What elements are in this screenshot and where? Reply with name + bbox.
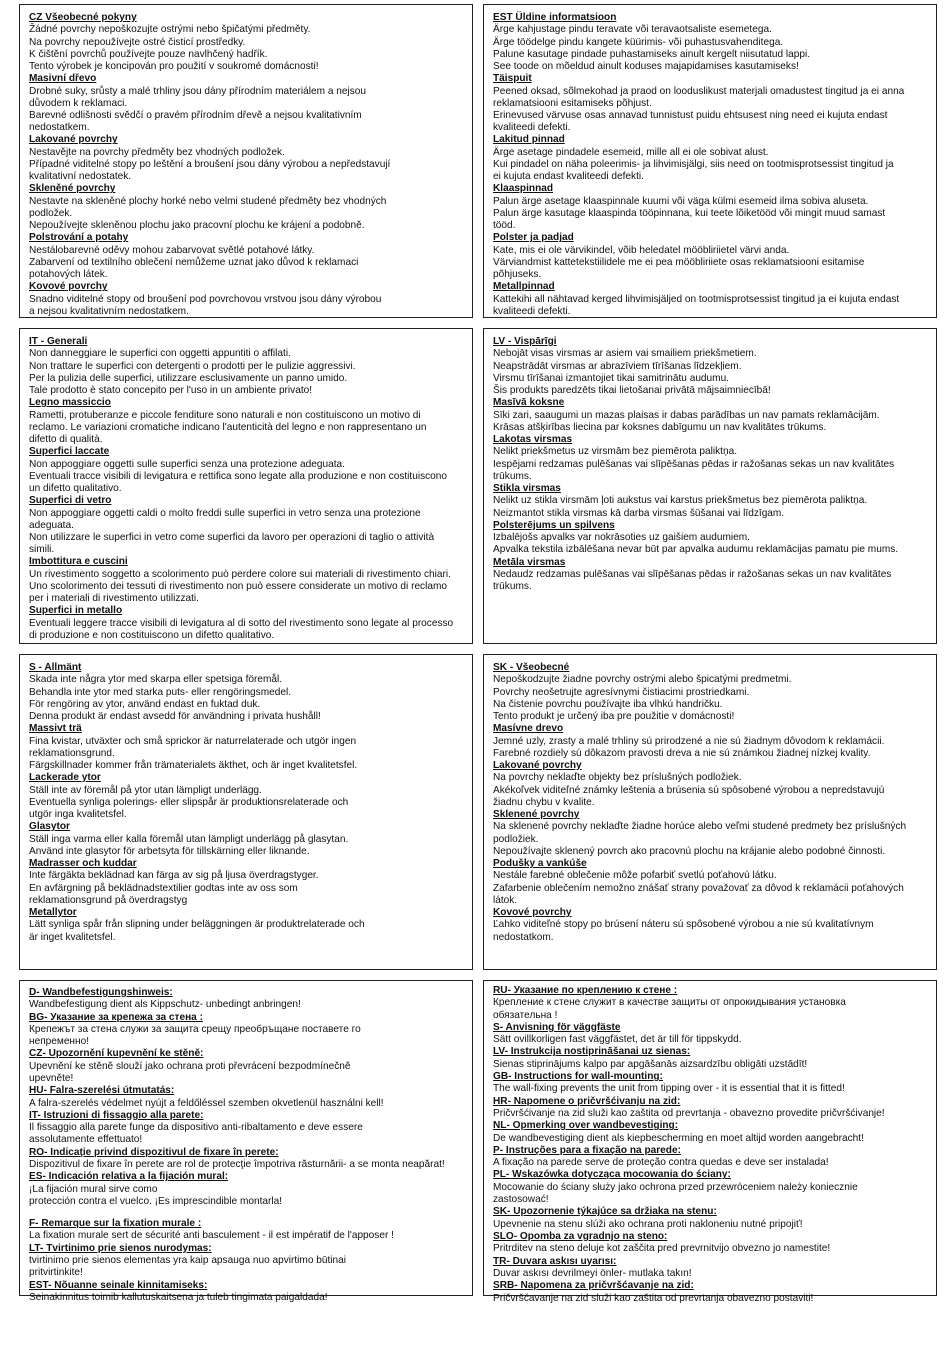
section-text: Ärge asetage pindadele esemeid, mille all ei ole sobivat alust. Kui pindadel on näha poleerimis- ja lihvimisjälgi, siis need on tootmisprotsessist tingitud ja ei kujuta endast kvaliteedi defekti.	[493, 146, 894, 183]
section-text: A fixação na parede serve de proteção contra quedas e deve ser instalada!	[493, 1157, 829, 1169]
section-heading: Legno massiccio	[29, 397, 111, 409]
section-heading: F- Remarque sur la fixation murale :	[29, 1218, 202, 1230]
section-heading: Superfici di vetro	[29, 495, 112, 507]
section-heading: LT- Tvirtinimo prie sienos nurodymas:	[29, 1242, 212, 1254]
section-heading: TR- Duvara askısı uyarısı:	[493, 1255, 617, 1267]
section-text: Nestálobarevné oděvy mohou zabarvovat světlé potahové látky. Zabarvení od textilního oblečení nemůžeme uznat jako důvod k reklamaci potahových látek.	[29, 244, 359, 281]
section-heading: PL- Wskazówka dotycząca mocowania do ściany:	[493, 1169, 731, 1181]
section-text: Inte färgäkta beklädnad kan färga av sig på ljusa överdragstyger. En avfärgning på beklädnadstextilier godtas inte av oss som reklamationsgrund på överdragstyg	[29, 870, 319, 906]
section-heading: Metallytor	[29, 907, 77, 919]
section-text: Sīki zari, saaugumi un mazas plaisas ir dabas parādības un nav pamats reklamācijām. Krāsas atšķirības liecina par koksnes dabīgumu un nav kvalitātes trūkums.	[493, 409, 880, 433]
section-text: Na povrchy neklaďte objekty bez príslušných podložiek. Akékoľvek viditeľné známky leštenia a brúsenia sú spôsobené výrobou a nepredstavujú žiadnu chybu v kvalite.	[493, 772, 885, 808]
section-text: Nedaudz redzamas pulēšanas vai slīpēšanas pēdas ir ražošanas sekas un nav kvalitātes trūkums.	[493, 569, 892, 593]
section-heading: RO- Indicaţie privind dispozitivul de fixare în perete:	[29, 1146, 279, 1158]
panel-wall-mounting-right	[483, 980, 937, 1304]
section-heading: Madrasser och kuddar	[29, 858, 137, 870]
section-heading: S - Allmänt	[29, 662, 82, 673]
section-text: Non appoggiare oggetti sulle superfici senza una protezione adeguata. Eventuali tracce visibili di levigatura e rettifica sono legate alla produzione e non costituiscono un difetto qualitativo.	[29, 458, 448, 495]
section-text: Крепление к стене служит в качестве защиты от опрокидывания установка обязательна !	[493, 997, 846, 1021]
section-heading: Metallpinnad	[493, 281, 555, 293]
section-text: Kate, mis ei ole värvikindel, võib heledatel mööbliriietel värvi anda. Värviandmist kattetekstiilidele me ei pea mööbliriiete osas reklamatsiooni esitamise põhjuseks.	[493, 244, 865, 281]
section-text: Drobné suky, srůsty a malé trhliny jsou dány přírodním materiálem a nejsou důvodem k reklamaci. Barevné odlišnosti svědčí o pravém přírodním dřevě a nejsou kvalitativním nedostatkem.	[29, 85, 366, 134]
section-text: Mocowanie do ściany służy jako ochrona przed przewróceniem należy koniecznie zastosować!	[493, 1181, 858, 1206]
section-heading: Masīvā koksne	[493, 397, 565, 409]
section-text: Nebojāt visas virsmas ar asiem vai smailiem priekšmetiem. Neapstrādāt virsmas ar abrazīviem tīrīšanas līdzekļiem. Virsmu tīrīšanai izmantojiet tikai samitrinātu audumu. Šis produkts paredzēts tikai lietošanai privātā mājsaimniecībā!	[493, 348, 771, 397]
section-text: Ställ inte av föremål på ytor utan lämpligt underlägg. Eventuella synliga polerings- eller slipspår är produktionsrelaterade och utgör inga kvalitetsfel.	[29, 784, 349, 821]
section-heading: EST- Nõuanne seinale kinnitamiseks:	[29, 1279, 208, 1291]
section-heading: Masívne drevo	[493, 723, 564, 735]
section-text: Seinakinnitus toimib kallutuskaitsena ja tuleb tingimata paigaldada!	[29, 1291, 328, 1303]
section-heading: NL- Opmerking over wandbevestiging:	[493, 1120, 679, 1132]
section-heading: IT- Istruzioni di fissaggio alla parete:	[29, 1109, 204, 1121]
section-heading: EST Üldine informatsioon	[493, 12, 617, 23]
section-spacer	[29, 1208, 462, 1218]
section-heading: HU- Falra-szerelési útmutatás:	[29, 1085, 175, 1097]
section-text: Jemné uzly, zrasty a malé trhliny sú prirodzené a nie sú žiadnym dôvodom k reklamácii. Farebné rozdiely sú dôkazom pravosti dreva a nie sú známkou žiadnej nízkej kvality.	[493, 735, 885, 759]
panel-s-general-care	[19, 654, 473, 970]
section-text: ¡La fijación mural sirve como protección contra el vuelco. ¡Es imprescindible montarla!	[29, 1183, 283, 1207]
section-heading: Podušky a vankúše	[493, 858, 587, 870]
section-heading: LV - Vispārīgi	[493, 336, 557, 347]
section-text: Nestavějte na povrchy předměty bez vhodných podložek. Případné viditelné stopy po leštění a broušení jsou dány výrobou a nepředstavují kvalitativní nedostatek.	[29, 146, 391, 183]
section-heading: D- Wandbefestigungshinweis:	[29, 987, 173, 998]
section-heading: Lakované povrchy	[29, 134, 118, 146]
section-text: Upevnenie na stenu slúži ako ochrana proti nakloneniu nutné pripojiť!	[493, 1218, 803, 1230]
section-heading: Massivt trä	[29, 723, 82, 735]
section-text: tvirtinimo prie sienos elementas yra kaip apsauga nuo apvirtimo būtinai pritvirtinkite!	[29, 1255, 346, 1279]
panel-cz-general-care	[19, 4, 473, 318]
section-heading: Metāla virsmas	[493, 556, 566, 568]
section-heading: Polster ja padjad	[493, 232, 574, 244]
section-text: Sätt ovillkorligen fast väggfästet, det är till för tippskydd.	[493, 1034, 742, 1046]
section-heading: Täispuit	[493, 73, 532, 85]
section-heading: ES- Indicación relativa a la fijación mural:	[29, 1171, 229, 1183]
section-text: Kattekihi all nähtavad kerged lihvimisjäljed on tootmisprotsessist tingitud ja ei kujuta endast kvaliteedi defekti.	[493, 293, 900, 318]
section-text: Lätt synliga spår från slipning under beläggningen är produktrelaterade och är inget kvalitetsfel.	[29, 919, 365, 943]
section-text: Крепежът за стена служи за защита срещу преобръщане поставете го непременно!	[29, 1024, 361, 1048]
section-text: The wall-fixing prevents the unit from tipping over - it is essential that it is fitted!	[493, 1083, 845, 1095]
section-heading: Polstrování a potahy	[29, 232, 129, 244]
section-heading: CZ- Upozornění kupevnění ke stěně:	[29, 1048, 204, 1060]
section-heading: LV- Instrukcija nostiprināšanai uz sienas:	[493, 1046, 691, 1058]
section-text: Ställ inga varma eller kalla föremål utan lämpligt underlägg på glasytan. Använd inte glasytor för arbetsyta för tillskärning eller liknande.	[29, 833, 349, 857]
section-heading: CZ Všeobecné pokyny	[29, 12, 137, 23]
section-heading: Glasytor	[29, 821, 70, 833]
section-heading: Superfici laccate	[29, 446, 110, 458]
panel-lv-general-care	[483, 328, 937, 644]
section-heading: Lackerade ytor	[29, 772, 101, 784]
section-heading: Klaaspinnad	[493, 183, 554, 195]
section-text: Fina kvistar, utväxter och små sprickor är naturrelaterade och utgör ingen reklamationsgrund. Färgskillnader kommer från trämaterialets äkthet, och är inget kvalitetsfel.	[29, 735, 358, 772]
panel-sk-general-care	[483, 654, 937, 970]
panel-est-general-care	[483, 4, 937, 318]
section-text: Na sklenené povrchy neklaďte žiadne horúce alebo veľmi studené predmety bez príslušných podložiek. Nepoužívajte sklenený povrch ako pracovnú plochu na krájanie alebo podobné činnosti.	[493, 821, 907, 857]
section-heading: Superfici in metallo	[29, 605, 123, 617]
section-text: Palun ärge asetage klaaspinnale kuumi või väga külmi esemeid ilma sobiva aluseta. Palun ärge kasutage klaaspinda tööpinnana, kui teete lõiketööd või mingit muud samast tööd.	[493, 195, 886, 232]
panel-wall-mounting-left	[19, 980, 473, 1303]
section-heading: BG- Указание за крепежа за стена :	[29, 1011, 203, 1023]
section-heading: Masivní dřevo	[29, 73, 97, 85]
section-text: Nelikt priekšmetus uz virsmām bez piemērota paliktņa. Iespējami redzamas pulēšanas vai slīpēšanas pēdas ir ražošanas sekas un nav kvalitātes trūkums.	[493, 446, 895, 482]
section-heading: SLO- Opomba za vgradnjo na steno:	[493, 1230, 668, 1242]
section-text: Nelikt uz stikla virsmām ļoti aukstus vai karstus priekšmetus bez piemērota paliktņa. Neizmantot stikla virsmas kā darba virsmas šūšanai vai līdzīgam.	[493, 495, 868, 519]
section-text: Eventuali leggere tracce visibili di levigatura al di sotto del rivestimento sono legate al processo di produzione e non costituiscono un difetto qualitativo.	[29, 617, 454, 642]
section-text: Upevnění ke stěně slouží jako ochrana proti převrácení bezpodmínečně upevněte!	[29, 1060, 351, 1085]
section-heading: Kovové povrchy	[493, 907, 572, 919]
section-text: Snadno viditelné stopy od broušení pod povrchovou vrstvou jsou dány výrobou a nejsou kvalitativním nedostatkem.	[29, 293, 382, 318]
section-text: Pričvršćavanje na zid služi kao zaštita od prevrtanja obavezno postaviti!	[493, 1292, 814, 1304]
section-text: Pritrditev na steno deluje kot zaščita pred prevrnitvijo obvezno jo namestite!	[493, 1243, 831, 1255]
section-text: Ľahko viditeľné stopy po brúsení náteru sú spôsobené výrobou a nie sú kvalitatívnym nedostatkom.	[493, 919, 874, 943]
section-text: Peened oksad, sõlmekohad ja praod on looduslikust materjali omadustest tingitud ja ei anna reklamatsiooni esitamiseks põhjust. Erinevused värvuse osas annavad tunnistust puidu ehtsusest ning need ei kujuta endast kvaliteedi defekti.	[493, 85, 905, 134]
section-text: Izbalējošs apvalks var nokrāsoties uz gaišiem audumiem. Apvalka tekstila izbālēšana nevar būt par apvalka audumu reklamācijas pamatu pie mums.	[493, 532, 899, 556]
section-heading: IT - Generali	[29, 336, 88, 347]
section-heading: P- Instruções para a fixação na parede:	[493, 1144, 681, 1156]
section-heading: Lakotas virsmas	[493, 434, 573, 446]
section-text: Ärge kahjustage pindu teravate või teravaotsaliste esemetega. Ärge töödelge pindu kangete küürimis- või puhastusvahenditega. Palune kasutage pindade puhastamiseks ainult kergelt niisutatud lappi. See toode on mõeldud ainult koduses majapidamises kasutamiseks!	[493, 24, 811, 73]
section-text: A falra-szerelés védelmet nyújt a feldőléssel szemben okvetlenül használni kell!	[29, 1097, 384, 1109]
section-heading: Sklenené povrchy	[493, 809, 580, 821]
section-text: Dispozitivul de fixare în perete are rol de protecţie împotriva răsturnării- a se monta neapărat!	[29, 1159, 445, 1171]
section-heading: RU- Указание по креплению к стене :	[493, 985, 678, 996]
section-text: Rametti, protuberanze e piccole fenditure sono naturali e non costituiscono un motivo di reclamo. Le variazioni cromatiche indicano l'autenticità del legno e non rappresentano un difetto di qualità.	[29, 409, 427, 446]
section-text: Nepoškodzujte žiadne povrchy ostrými alebo špicatými predmetmi. Povrchy neošetrujte agresívnymi čistiacimi prostriedkami. Na čistenie povrchu používajte iba vlhkú handričku. Tento produkt je určený iba pre použitie v domácnosti!	[493, 674, 792, 723]
section-text: Sienas stiprinājums kalpo par apgāšanās aizsardzību obligāti uzstādīt!	[493, 1058, 808, 1070]
section-heading: Stikla virsmas	[493, 483, 561, 495]
panel-it-general-care	[19, 328, 473, 644]
section-heading: HR- Napomene o pričvršćivanju na zid:	[493, 1095, 681, 1107]
section-text: De wandbevestiging dient als kiepbescherming en moet altijd worden aangebracht!	[493, 1132, 864, 1144]
section-text: Wandbefestigung dient als Kippschutz- unbedingt anbringen!	[29, 999, 301, 1011]
section-heading: Imbottitura e cuscini	[29, 556, 128, 568]
section-heading: Lakitud pinnad	[493, 134, 565, 146]
section-text: Un rivestimento soggetto a scolorimento può perdere colore sui materiali di rivestimento chiari. Uno scolorimento dei tessuti di rivestimento non può essere considerate un motivo di reclamo per i materiali di rivestimento utilizzati.	[29, 568, 451, 605]
section-text: Nestavte na skleněné plochy horké nebo velmi studené předměty bez vhodných podložek. Nepoužívejte skleněnou plochu jako pracovní plochu ke krájení a podobně.	[29, 195, 387, 232]
section-heading: Skleněné povrchy	[29, 183, 116, 195]
section-heading: SRB- Napomena za pričvršćavanje na zid:	[493, 1280, 694, 1292]
section-text: Žádné povrchy nepoškozujte ostrými nebo špičatými předměty. Na povrchy nepoužívejte ostré čisticí prostředky. K čištění povrchů používejte pouze navlhčený hadřík. Tento výrobek je koncipován pro použití v soukromé domácnosti!	[29, 24, 319, 73]
section-heading: SK - Všeobecné	[493, 662, 570, 673]
section-heading: Lakované povrchy	[493, 760, 582, 772]
section-text: Duvar askısı devrilmeyi önler- mutlaka takın!	[493, 1267, 692, 1279]
section-text: Pričvršćivanje na zid služi kao zaštita od prevrtanja - obavezno provedite pričvršćivanje!	[493, 1108, 885, 1120]
section-text: Non appoggiare oggetti caldi o molto freddi sulle superfici in vetro senza una protezione adeguata. Non utilizzare le superfici in vetro come superfici da lavoro per operazioni di taglio o attività simili.	[29, 507, 435, 556]
section-text: Nestále farebné oblečenie môže pofarbiť svetlú poťahovú látku. Zafarbenie oblečením nemožno znášať strany považovať za dôvod k reklamácii poťahových látok.	[493, 870, 904, 906]
section-text: La fixation murale sert de sécurité anti basculement - il est impératif de l'apposer !	[29, 1230, 394, 1242]
section-heading: SK- Upozornenie týkajúce sa držiaka na stenu:	[493, 1206, 717, 1218]
section-heading: GB- Instructions for wall-mounting:	[493, 1071, 663, 1083]
section-text: Non danneggiare le superfici con oggetti appuntiti o affilati. Non trattare le superfici con detergenti o prodotti per le pulizie aggressivi. Per la pulizia delle superfici, utilizzare esclusivamente un panno umido. Tale prodotto è stato concepito per l'uso in un ambiente privato!	[29, 348, 356, 397]
section-text: Il fissaggio alla parete funge da dispositivo anti-ribaltamento e deve essere assolutamente effettuato!	[29, 1122, 363, 1146]
section-heading: S- Anvisning för väggfäste	[493, 1021, 621, 1033]
section-heading: Kovové povrchy	[29, 281, 108, 293]
section-text: Skada inte några ytor med skarpa eller spetsiga föremål. Behandla inte ytor med starka puts- eller rengöringsmedel. För rengöring av ytor, använd endast en fuktad duk. Denna produkt är endast avsedd för användning i privata hushåll!	[29, 674, 321, 723]
section-heading: Polsterējums un spilvens	[493, 519, 615, 531]
